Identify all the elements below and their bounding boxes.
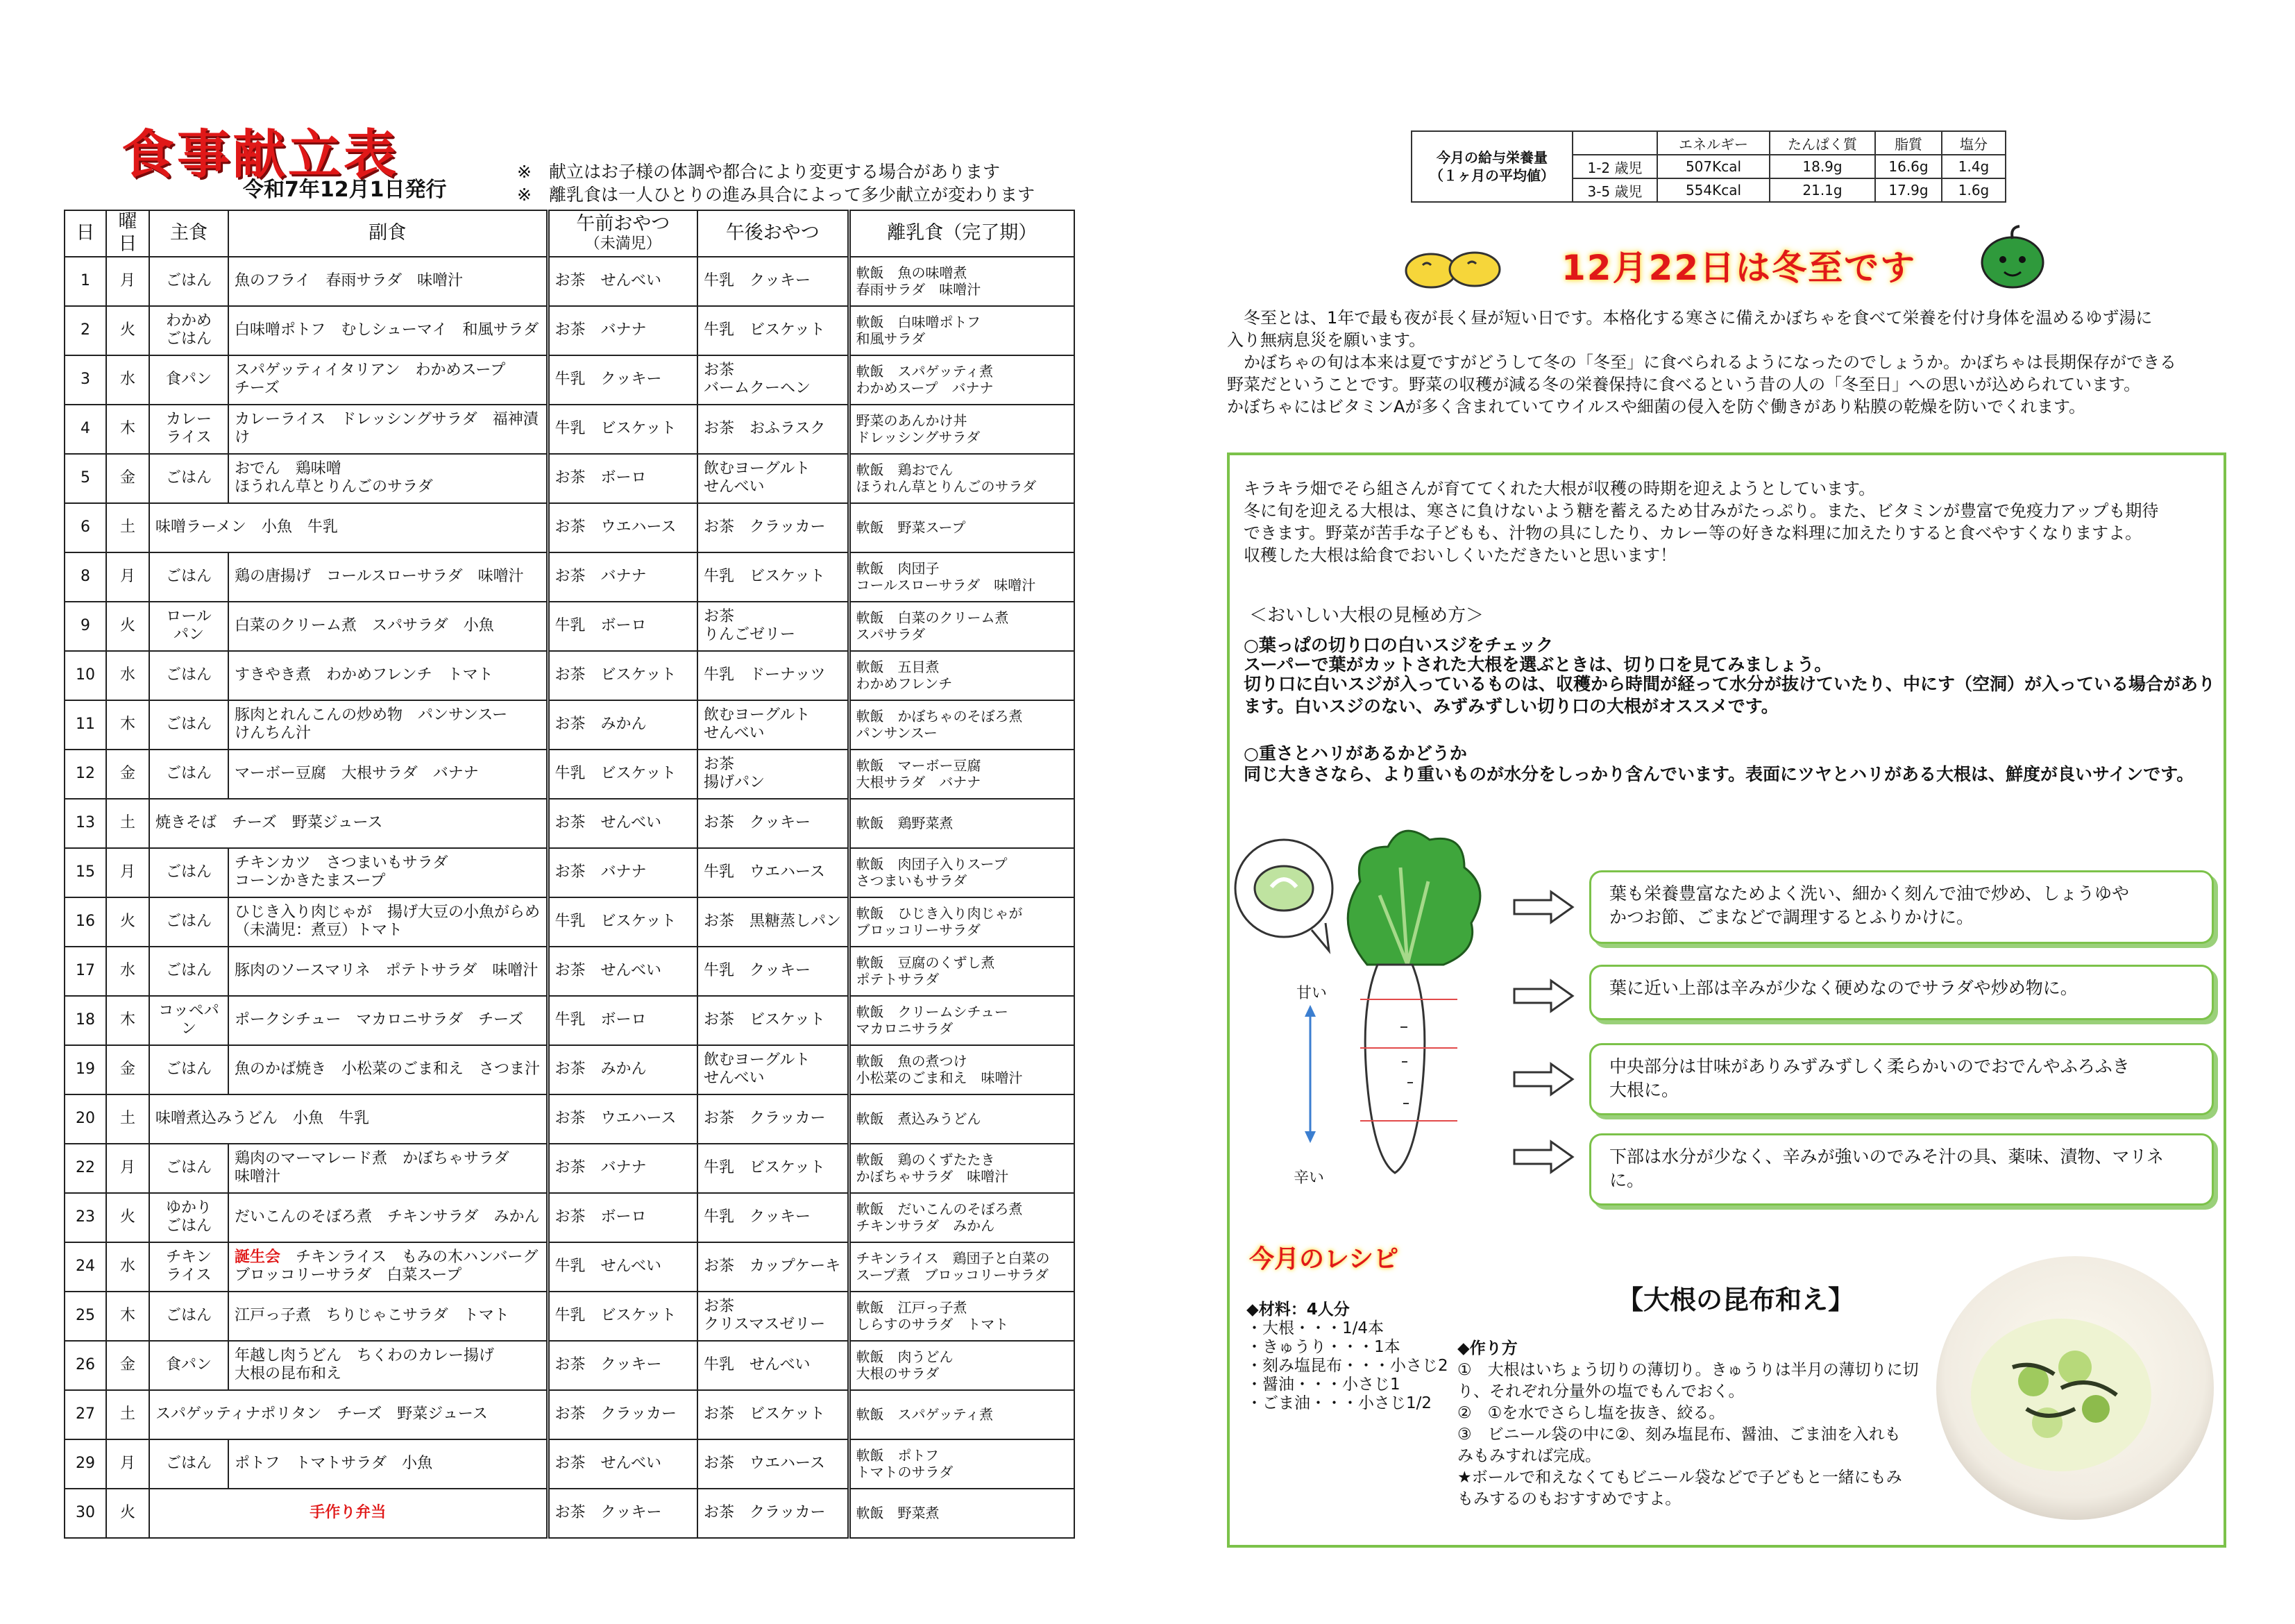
menu-pm-snack: お茶 クッキー [697,799,849,848]
menu-row [65,1341,1074,1390]
menu-pm-snack: お茶 バームクーヘン [697,355,849,405]
menu-am-snack: お茶 せんべい [548,1439,697,1489]
menu-baby-food: 軟飯 豆腐のくずし煮 ポテトサラダ [849,947,1074,996]
menu-pm-snack: 牛乳 ドーナッツ [697,651,849,700]
step-line: り、それぞれ分量外の塩でもんでおく。 [1457,1382,1745,1401]
menu-day: 23 [65,1193,106,1242]
menu-side: 江戸っ子煮 ちりじゃこサラダ トマト [228,1292,548,1341]
header-day: 日 [65,210,106,257]
menu-weekday: 水 [106,355,149,405]
menu-row [65,996,1074,1045]
howto-text-3: 同じ大きさなら、より重いものが水分をしっかり含んでいます。表面にツヤとハリがある大根は、鮮度が良いサインです。 [1244,764,2194,784]
step-line: もみするのもおすすめですよ。 [1457,1490,1682,1508]
harvest-line: 冬に旬を迎える大根は、寒さに負けないよう糖を蓄えるため甘みがたっぷり。また、ビタミンが豊富で免疫力アップも期待 [1244,501,2159,521]
menu-day: 20 [65,1094,106,1144]
menu-am-snack: 牛乳 ビスケット [548,897,697,947]
menu-side: 白味噌ポトフ むしシューマイ 和風サラダ [228,306,548,355]
menu-staple: ごはん [149,848,228,897]
menu-day: 12 [65,750,106,799]
menu-day: 24 [65,1242,106,1292]
recipe-photo [1922,1249,2214,1541]
header-am-snack [548,210,697,257]
intro-line: かぼちゃの旬は本来は夏ですがどうして冬の「冬至」に食べられるようになったのでしょうか。かぼちゃは長期保存ができる [1227,353,2176,372]
ingredient-item: ・ごま油・・・小さじ1/2 [1246,1394,1432,1412]
menu-staple: わかめ ごはん [149,306,228,355]
menu-staple: ごはん [149,947,228,996]
menu-baby-food: 軟飯 クリームシチュー マカロニサラダ [849,996,1074,1045]
menu-staple: ごはん [149,257,228,306]
harvest-text [1244,477,2208,566]
menu-am-snack: お茶 せんべい [548,257,697,306]
arrow-3-icon [1513,1062,1575,1097]
recipe-title: 【大根の昆布和え】 [1617,1285,1855,1315]
header-side: 副食 [228,210,548,257]
menu-side: チキンカツ さつまいもサラダ コーンかきたまスープ [228,848,548,897]
menu-am-snack: お茶 バナナ [548,306,697,355]
menu-merged-meal: 味噌ラーメン 小魚 牛乳 [149,503,548,552]
menu-row [65,1094,1074,1144]
menu-weekday: 火 [106,306,149,355]
menu-staple: ごはん [149,1439,228,1489]
menu-weekday: 木 [106,996,149,1045]
intro-line: 入り無病息災を願います。 [1227,330,1426,350]
menu-row [65,602,1074,651]
menu-side [228,1242,548,1292]
note-2: ※ 離乳食は一人ひとりの進み具合によって多少献立が変わります [517,185,1035,205]
menu-weekday: 金 [106,1341,149,1390]
menu-table [64,210,1075,1539]
menu-pm-snack: 牛乳 クッキー [697,947,849,996]
menu-am-snack: お茶 みかん [548,700,697,750]
menu-weekday: 水 [106,651,149,700]
menu-am-snack: お茶 バナナ [548,848,697,897]
menu-day: 2 [65,306,106,355]
issue-date: 令和7年12月1日発行 [243,178,447,202]
menu-staple: カレー ライス [149,405,228,454]
menu-am-snack: 牛乳 ビスケット [548,1292,697,1341]
menu-baby-food: 軟飯 白菜のクリーム煮 スパサラダ [849,602,1074,651]
menu-row [65,947,1074,996]
pumpkin-illustration [1978,222,2047,291]
menu-merged-meal: 味噌煮込みうどん 小魚 牛乳 [149,1094,548,1144]
menu-baby-food: 軟飯 五目煮 わかめフレンチ [849,651,1074,700]
menu-day: 29 [65,1439,106,1489]
menu-row [65,700,1074,750]
menu-baby-food: 軟飯 鶏野菜煮 [849,799,1074,848]
menu-merged-meal: スパゲッティナポリタン チーズ 野菜ジュース [149,1390,548,1439]
menu-pm-snack: 牛乳 ウエハース [697,848,849,897]
menu-merged-meal: 焼きそば チーズ 野菜ジュース [149,799,548,848]
menu-day: 25 [65,1292,106,1341]
intro-line: 野菜だということです。野菜の収穫が減る冬の栄養保持に食べるという昔の人の「冬至日」への思いが込められています。 [1227,375,2141,394]
menu-day: 1 [65,257,106,306]
menu-am-snack: 牛乳 ビスケット [548,750,697,799]
menu-day: 5 [65,454,106,503]
menu-baby-food: 軟飯 肉うどん 大根のサラダ [849,1341,1074,1390]
nutrition-value: 21.1g [1770,178,1875,202]
menu-am-snack: お茶 みかん [548,1045,697,1094]
menu-day: 22 [65,1144,106,1193]
menu-row [65,1193,1074,1242]
menu-baby-food: 軟飯 肉団子 コールスローサラダ 味噌汁 [849,552,1074,602]
menu-side: 魚のフライ 春雨サラダ 味噌汁 [228,257,548,306]
menu-weekday: 月 [106,552,149,602]
menu-day: 16 [65,897,106,947]
menu-weekday: 土 [106,503,149,552]
header-pm-snack: 午後おやつ [697,210,849,257]
menu-am-snack: 牛乳 ボーロ [548,602,697,651]
menu-staple: ロール パン [149,602,228,651]
howto-point-1: ○葉っぱの切り口の白いスジをチェック [1244,635,1554,655]
menu-weekday: 月 [106,1439,149,1489]
arrow-2-icon [1513,979,1575,1013]
step-line: ① 大根はいちょう切りの薄切り。きゅうりは半月の薄切りに切 [1457,1361,1919,1379]
menu-side: スパゲッティイタリアン わかめスープ チーズ [228,355,548,405]
menu-weekday: 月 [106,1144,149,1193]
howto-text-1: スーパーで葉がカットされた大根を選ぶときは、切り口を見てみましょう。 [1244,654,1832,675]
nutrition-caption-text: 今月の給与栄養量 （１ヶ月の平均値） [1430,149,1555,184]
menu-baby-food: 軟飯 野菜煮 [849,1489,1074,1538]
callout-top: 葉に近い上部は辛みが少なく硬めなのでサラダや炒め物に。 [1589,965,2214,1020]
menu-pm-snack: 飲むヨーグルト せんべい [697,700,849,750]
menu-day: 3 [65,355,106,405]
solstice-intro [1227,307,2192,418]
menu-staple: ごはん [149,897,228,947]
menu-am-snack: お茶 バナナ [548,552,697,602]
menu-weekday: 火 [106,602,149,651]
menu-row [65,1144,1074,1193]
nutrition-value: 1.4g [1942,155,2006,178]
menu-staple: ごはん [149,454,228,503]
nutrition-col-fat: 脂質 [1875,131,1942,155]
ingredient-item: ・刻み塩昆布・・・小さじ2 [1246,1357,1448,1375]
yuzu-illustration [1402,243,1506,291]
menu-pm-snack: 飲むヨーグルト せんべい [697,454,849,503]
menu-pm-snack: お茶 ビスケット [697,996,849,1045]
header-baby-food: 離乳食（完了期） [849,210,1074,257]
menu-day: 26 [65,1341,106,1390]
menu-baby-food: 軟飯 鶏おでん ほうれん草とりんごのサラダ [849,454,1074,503]
menu-side: すきやき煮 わかめフレンチ トマト [228,651,548,700]
menu-staple: ゆかり ごはん [149,1193,228,1242]
nutrition-value: 18.9g [1770,155,1875,178]
nutrition-value: 17.9g [1875,178,1942,202]
nutrition-value: 507Kcal [1657,155,1770,178]
menu-baby-food: 軟飯 魚の味噌煮 春雨サラダ 味噌汁 [849,257,1074,306]
nutrition-col-salt: 塩分 [1942,131,2006,155]
menu-side: ポークシチュー マカロニサラダ チーズ [228,996,548,1045]
ingredients-list [1246,1301,1448,1413]
nutrition-value: 1.6g [1942,178,2006,202]
menu-row [65,503,1074,552]
menu-row [65,257,1074,306]
menu-staple: ごはん [149,1292,228,1341]
menu-baby-food: 軟飯 野菜スープ [849,503,1074,552]
nutrition-col-energy: エネルギー [1657,131,1770,155]
nutrition-caption [1412,131,1573,202]
menu-weekday: 木 [106,405,149,454]
header-am-snack-sub: （未満児） [584,235,661,253]
menu-pm-snack: お茶 黒糖蒸しパン [697,897,849,947]
menu-baby-food: 軟飯 だいこんのそぼろ煮 チキンサラダ みかん [849,1193,1074,1242]
step-line: ② ①を水でさらし塩を抜き、絞る。 [1457,1404,1725,1422]
menu-am-snack: お茶 クッキー [548,1489,697,1538]
menu-am-snack: お茶 ボーロ [548,454,697,503]
menu-side: ひじき入り肉じゃが 揚げ大豆の小魚がらめ （未満児：煮豆）トマト [228,897,548,947]
menu-side: だいこんのそぼろ煮 チキンサラダ みかん [228,1193,548,1242]
menu-am-snack: 牛乳 ビスケット [548,405,697,454]
menu-bento: 手作り弁当 [149,1489,548,1538]
taste-hot-label: 辛い [1294,1169,1325,1187]
menu-staple: コッペパン [149,996,228,1045]
nutrition-value: 16.6g [1875,155,1942,178]
menu-side: マーボー豆腐 大根サラダ バナナ [228,750,548,799]
menu-row [65,552,1074,602]
step-line: ③ ビニール袋の中に②、刻み塩昆布、醤油、ごま油を入れも [1457,1426,1901,1444]
menu-pm-snack: お茶 ビスケット [697,1390,849,1439]
taste-sweet-label: 甘い [1296,985,1328,1002]
steps-title: ◆作り方 [1457,1339,1518,1357]
menu-row [65,750,1074,799]
arrow-4-icon [1513,1140,1575,1174]
ingredients-title: ◆材料：4人分 [1246,1301,1350,1319]
menu-pm-snack: 牛乳 クッキー [697,1193,849,1242]
menu-pm-snack: お茶 おふラスク [697,405,849,454]
menu-pm-snack: 飲むヨーグルト せんべい [697,1045,849,1094]
menu-side: カレーライス ドレッシングサラダ 福神漬け [228,405,548,454]
arrow-1-icon [1513,890,1575,924]
menu-baby-food: 野菜のあんかけ丼 ドレッシングサラダ [849,405,1074,454]
menu-weekday: 金 [106,1045,149,1094]
menu-side: おでん 鶏味噌 ほうれん草とりんごのサラダ [228,454,548,503]
menu-row [65,799,1074,848]
menu-baby-food: 軟飯 白味噌ポトフ 和風サラダ [849,306,1074,355]
menu-row [65,355,1074,405]
menu-pm-snack: お茶 揚げパン [697,750,849,799]
menu-day: 8 [65,552,106,602]
menu-am-snack: お茶 バナナ [548,1144,697,1193]
nutrition-age: 3-5 歳児 [1573,178,1657,202]
menu-row [65,306,1074,355]
menu-day: 18 [65,996,106,1045]
intro-line: 冬至とは、1年で最も夜が長く昼が短い日です。本格化する寒さに備えかぼちゃを食べて栄養を付け身体を温めるゆず湯に [1227,308,2153,328]
menu-staple: チキン ライス [149,1242,228,1292]
step-line: みもみすれば完成。 [1457,1447,1601,1465]
menu-weekday: 土 [106,799,149,848]
menu-pm-snack: お茶 カップケーキ [697,1242,849,1292]
menu-staple: 食パン [149,1341,228,1390]
nutrition-value: 554Kcal [1657,178,1770,202]
menu-baby-food: 軟飯 スパゲッティ煮 わかめスープ バナナ [849,355,1074,405]
callout-middle: 中央部分は甘味がありみずみずしく柔らかいのでおでんやふろふき 大根に。 [1589,1043,2214,1115]
menu-pm-snack: お茶 クラッカー [697,1489,849,1538]
menu-header-row [65,210,1074,257]
menu-day: 19 [65,1045,106,1094]
menu-side: ポトフ トマトサラダ 小魚 [228,1439,548,1489]
menu-row [65,1242,1074,1292]
menu-weekday: 木 [106,1292,149,1341]
menu-staple: 食パン [149,355,228,405]
nutrition-table [1411,130,2006,203]
menu-weekday: 木 [106,700,149,750]
callout-leaves: 葉も栄養豊富なためよく洗い、細かく刻んで油で炒め、しょうゆや かつお節、ごまなどで調理するとふりかけに。 [1589,870,2214,944]
menu-baby-food: 軟飯 スパゲッティ煮 [849,1390,1074,1439]
menu-baby-food: 軟飯 マーボー豆腐 大根サラダ バナナ [849,750,1074,799]
menu-am-snack: お茶 ウエハース [548,1094,697,1144]
harvest-line: できます。野菜が苦手な子どもも、汁物の具にしたり、カレー等の好きな料理に加えたりすると食べやすくなりますよ。 [1244,523,2142,543]
menu-day: 27 [65,1390,106,1439]
menu-row [65,1045,1074,1094]
menu-day: 11 [65,700,106,750]
header-am-snack-label: 午前おやつ [576,213,670,235]
menu-weekday: 水 [106,1242,149,1292]
howto-text-2: 切り口に白いスジが入っているものは、収穫から時間が経って水分が抜けていたり、中にす（空洞）が入っている場合があります。白いスジのない、みずみずしい切り口の大根がオススメです。 [1244,674,2216,716]
menu-am-snack: お茶 ビスケット [548,651,697,700]
menu-weekday: 火 [106,1193,149,1242]
menu-weekday: 火 [106,1489,149,1538]
howto-title: ＜おいしい大根の見極め方＞ [1249,605,1484,626]
menu-pm-snack: 牛乳 ビスケット [697,552,849,602]
menu-am-snack: お茶 クラッカー [548,1390,697,1439]
menu-row [65,1292,1074,1341]
menu-day: 30 [65,1489,106,1538]
menu-pm-snack: 牛乳 ビスケット [697,1144,849,1193]
menu-side: 白菜のクリーム煮 スパサラダ 小魚 [228,602,548,651]
nutrition-corner [1573,131,1657,155]
harvest-line: 収穫した大根は給食でおいしくいただきたいと思います！ [1244,545,1677,565]
menu-pm-snack: お茶 クラッカー [697,503,849,552]
menu-day: 13 [65,799,106,848]
menu-am-snack: お茶 ボーロ [548,1193,697,1242]
menu-weekday: 金 [106,750,149,799]
ingredient-item: ・大根・・・1/4本 [1246,1319,1384,1337]
menu-staple: ごはん [149,700,228,750]
menu-day: 6 [65,503,106,552]
menu-day: 10 [65,651,106,700]
menu-am-snack: お茶 ウエハース [548,503,697,552]
howto-point-2: ○重さとハリがあるかどうか [1244,743,1467,763]
recipe-label: 今月のレシピ [1249,1245,1399,1274]
menu-side: 鶏の唐揚げ コールスローサラダ 味噌汁 [228,552,548,602]
menu-staple: ごはん [149,1144,228,1193]
menu-row [65,454,1074,503]
callout-bottom: 下部は水分が少なく、辛みが強いのでみそ汁の具、薬味、漬物、マリネ に。 [1589,1133,2214,1206]
menu-side: 豚肉のソースマリネ ポテトサラダ 味噌汁 [228,947,548,996]
note-1: ※ 献立はお子様の体調や都合により変更する場合があります [517,162,1000,182]
menu-pm-snack: お茶 クラッカー [697,1094,849,1144]
menu-baby-food: 軟飯 魚の煮つけ 小松菜のごま和え 味噌汁 [849,1045,1074,1094]
menu-side: 魚のかば焼き 小松菜のごま和え さつま汁 [228,1045,548,1094]
menu-baby-food: 軟飯 肉団子入りスープ さつまいもサラダ [849,848,1074,897]
menu-am-snack: 牛乳 せんべい [548,1242,697,1292]
menu-staple: ごはん [149,750,228,799]
menu-day: 9 [65,602,106,651]
menu-pm-snack: お茶 ウエハース [697,1439,849,1489]
menu-pm-snack: お茶 クリスマスゼリー [697,1292,849,1341]
page-title: 食事献立表 [121,124,399,185]
menu-weekday: 月 [106,257,149,306]
daikon-illustration [1228,819,1506,1194]
menu-row [65,848,1074,897]
recipe-steps [1457,1338,1943,1510]
menu-baby-food: 軟飯 ポトフ トマトのサラダ [849,1439,1074,1489]
menu-am-snack: お茶 せんべい [548,947,697,996]
menu-staple: ごはん [149,552,228,602]
menu-weekday: 火 [106,897,149,947]
menu-row [65,1439,1074,1489]
menu-weekday: 月 [106,848,149,897]
menu-side: 鶏肉のマーマレード煮 かぼちゃサラダ 味噌汁 [228,1144,548,1193]
nutrition-col-protein: たんぱく質 [1770,131,1875,155]
birthday-badge: 誕生会 [235,1248,281,1266]
menu-am-snack: お茶 せんべい [548,799,697,848]
menu-side-text: チキンライス もみの木ハンバーグ ブロッコリーサラダ 白菜スープ [235,1248,539,1285]
menu-staple: ごはん [149,651,228,700]
menu-am-snack: 牛乳 ボーロ [548,996,697,1045]
menu-row [65,405,1074,454]
menu-pm-snack: 牛乳 せんべい [697,1341,849,1390]
menu-row [65,1489,1074,1538]
menu-staple: ごはん [149,1045,228,1094]
menu-weekday: 土 [106,1094,149,1144]
menu-baby-food: チキンライス 鶏団子と白菜の スープ煮 ブロッコリーサラダ [849,1242,1074,1292]
menu-side: 豚肉とれんこんの炒め物 パンサンスー けんちん汁 [228,700,548,750]
nutrition-age: 1-2 歳児 [1573,155,1657,178]
menu-pm-snack: 牛乳 ビスケット [697,306,849,355]
menu-baby-food: 軟飯 江戸っ子煮 しらすのサラダ トマト [849,1292,1074,1341]
harvest-line: キラキラ畑でそら組さんが育ててくれた大根が収穫の時期を迎えようとしています。 [1244,479,1876,498]
menu-day: 4 [65,405,106,454]
intro-line: かぼちゃにはビタミンAが多く含まれていてウイルスや細菌の侵入を防ぐ働きがあり粘膜の乾燥を防いでくれます。 [1227,397,2086,416]
menu-pm-snack: お茶 りんごゼリー [697,602,849,651]
menu-weekday: 水 [106,947,149,996]
menu-row [65,651,1074,700]
ingredient-item: ・きゅうり・・・1本 [1246,1338,1400,1356]
menu-am-snack: 牛乳 クッキー [548,355,697,405]
menu-day: 15 [65,848,106,897]
menu-weekday: 土 [106,1390,149,1439]
menu-day: 17 [65,947,106,996]
menu-side: 年越し肉うどん ちくわのカレー揚げ 大根の昆布和え [228,1341,548,1390]
menu-row [65,1390,1074,1439]
menu-am-snack: お茶 クッキー [548,1341,697,1390]
menu-baby-food: 軟飯 煮込みうどん [849,1094,1074,1144]
step-line: ★ボールで和えなくてもビニール袋などで子どもと一緒にもみ [1457,1469,1902,1487]
menu-baby-food: 軟飯 かぼちゃのそぼろ煮 パンサンスー [849,700,1074,750]
header-weekday: 曜日 [106,210,149,257]
menu-weekday: 金 [106,454,149,503]
menu-pm-snack: 牛乳 クッキー [697,257,849,306]
menu-baby-food: 軟飯 鶏のくずたたき かぼちゃサラダ 味噌汁 [849,1144,1074,1193]
solstice-title: 12月22日は冬至です [1561,248,1917,288]
ingredient-item: ・醤油・・・小さじ1 [1246,1376,1400,1394]
menu-row [65,897,1074,947]
header-staple: 主食 [149,210,228,257]
menu-baby-food: 軟飯 ひじき入り肉じゃが ブロッコリーサラダ [849,897,1074,947]
